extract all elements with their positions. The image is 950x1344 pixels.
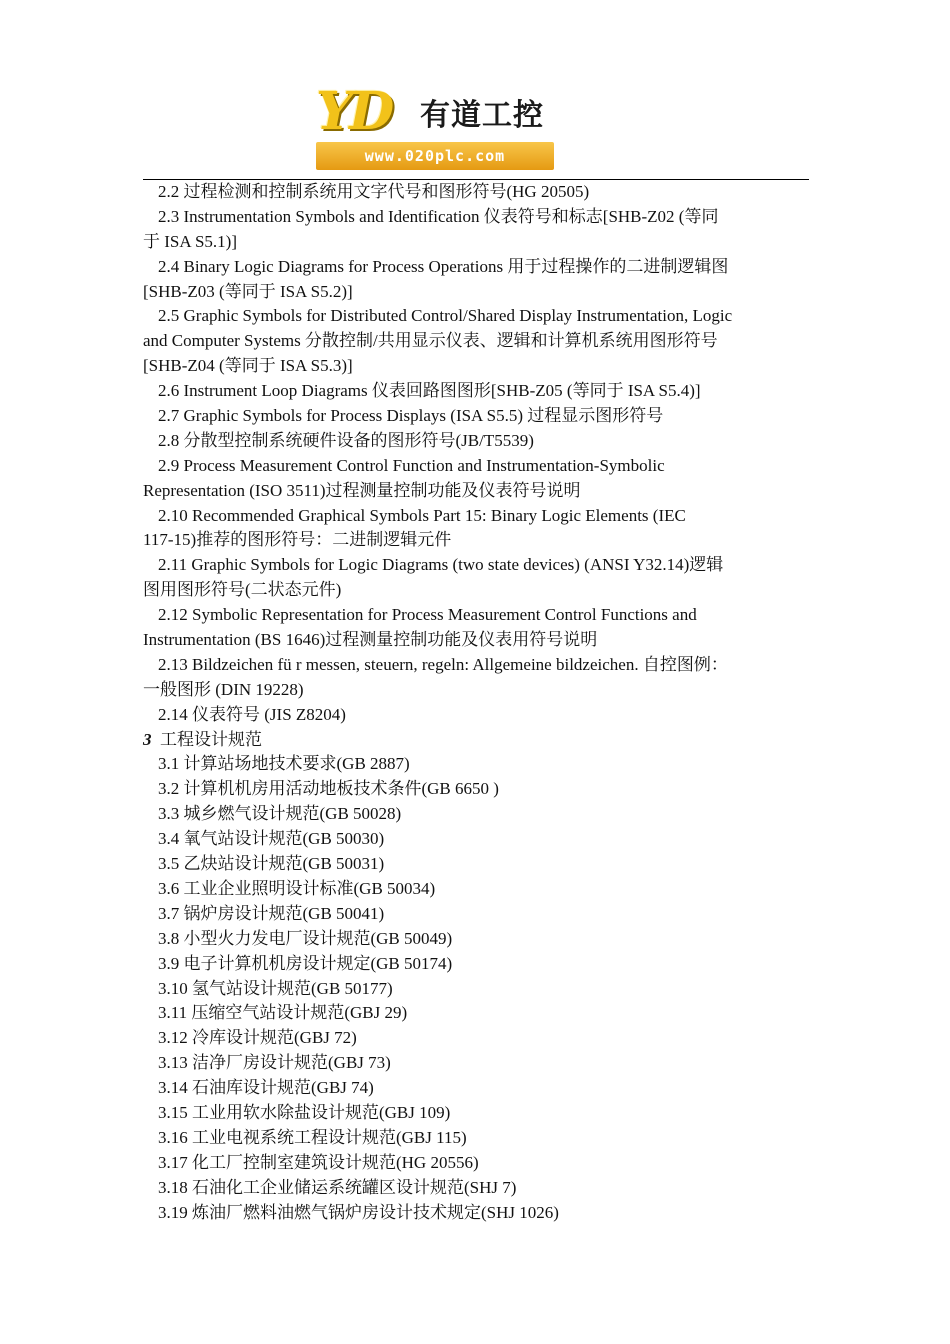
- list-item: 2.13 Bildzeichen fü r messen, steuern, regeln: Allgemeine bildzeichen. 自控图例：: [158, 654, 728, 674]
- list-item: 3.11 压缩空气站设计规范(GBJ 29): [158, 1003, 408, 1023]
- section-number: 3: [143, 729, 152, 749]
- list-item: 2.9 Process Measurement Control Function and Instrumentation-Symbolic: [158, 455, 665, 475]
- list-item-continuation: 117-15)推荐的图形符号：二进制逻辑元件: [143, 530, 452, 550]
- list-item: 3.13 洁净厂房设计规范(GBJ 73): [158, 1053, 391, 1073]
- list-item-continuation: 图用图形符号(二状态元件): [143, 580, 342, 600]
- list-item: 3.2 计算机机房用活动地板技术条件(GB 6650 ): [158, 779, 499, 799]
- list-item: 3.15 工业用软水除盐设计规范(GBJ 109): [158, 1102, 451, 1122]
- list-item: 2.5 Graphic Symbols for Distributed Control/Shared Display Instrumentation, Logic: [158, 306, 733, 326]
- list-item: 3.8 小型火力发电厂设计规范(GB 50049): [158, 928, 453, 948]
- list-item: 2.6 Instrument Loop Diagrams 仪表回路图图形[SHB-Z05 (等同于 ISA S5.4)]: [158, 381, 701, 401]
- list-item-continuation: [SHB-Z03 (等同于 ISA S5.2)]: [143, 281, 353, 301]
- logo-name: 有道工控: [420, 98, 544, 133]
- list-item: 2.11 Graphic Symbols for Logic Diagrams (two state devices) (ANSI Y32.14)逻辑: [158, 555, 724, 575]
- list-item-continuation: 于 ISA S5.1)]: [143, 231, 237, 251]
- section-heading: [143, 728, 809, 753]
- list-item: 2.14 仪表符号 (JIS Z8204): [158, 704, 346, 724]
- list-item: 3.18 石油化工企业储运系统罐区设计规范(SHJ 7): [158, 1177, 517, 1197]
- list-item: 2.8 分散型控制系统硬件设备的图形符号(JB/T5539): [158, 430, 534, 450]
- list-item: 2.7 Graphic Symbols for Process Displays (ISA S5.5) 过程显示图形符号: [158, 406, 664, 426]
- list-item-continuation: Instrumentation (BS 1646)过程测量控制功能及仪表用符号说明: [143, 630, 598, 650]
- list-item: 3.3 城乡燃气设计规范(GB 50028): [158, 804, 402, 824]
- section-title: 工程设计规范: [160, 729, 262, 749]
- list-item: 3.7 锅炉房设计规范(GB 50041): [158, 903, 385, 923]
- list-item: 2.12 Symbolic Representation for Process Measurement Control Functions and: [158, 605, 697, 625]
- list-item: 3.17 化工厂控制室建筑设计规范(HG 20556): [158, 1152, 479, 1172]
- list-item: 3.9 电子计算机机房设计规定(GB 50174): [158, 953, 453, 973]
- list-item: 2.2 过程检测和控制系统用文字代号和图形符号(HG 20505): [158, 182, 590, 201]
- list-item: 3.1 计算站场地技术要求(GB 2887): [158, 754, 410, 774]
- list-item: 3.14 石油库设计规范(GBJ 74): [158, 1078, 374, 1098]
- document-body: [143, 180, 809, 1225]
- list-item-continuation: and Computer Systems 分散控制/共用显示仪表、逻辑和计算机系统用图形符号: [143, 331, 718, 351]
- logo-mark: YD: [316, 81, 391, 142]
- list-item: 3.5 乙炔站设计规范(GB 50031): [158, 854, 385, 874]
- logo: [316, 82, 556, 172]
- list-item-continuation: 一般图形 (DIN 19228): [143, 679, 304, 699]
- list-item: 3.6 工业企业照明设计标准(GB 50034): [158, 878, 436, 898]
- list-item: 3.12 冷库设计规范(GBJ 72): [158, 1028, 357, 1048]
- list-item: 3.16 工业电视系统工程设计规范(GBJ 115): [158, 1127, 467, 1147]
- list-item: 2.3 Instrumentation Symbols and Identification 仪表符号和标志[SHB-Z02 (等同: [158, 206, 719, 226]
- list-item-continuation: [SHB-Z04 (等同于 ISA S5.3)]: [143, 356, 353, 376]
- list-item-continuation: Representation (ISO 3511)过程测量控制功能及仪表符号说明: [143, 480, 581, 500]
- list-item: 2.10 Recommended Graphical Symbols Part 15: Binary Logic Elements (IEC: [158, 505, 686, 525]
- list-item: 3.4 氧气站设计规范(GB 50030): [158, 829, 385, 849]
- logo-url: www.020plc.com: [316, 142, 554, 170]
- list-item: 3.19 炼油厂燃料油燃气锅炉房设计技术规定(SHJ 1026): [158, 1202, 559, 1222]
- list-item: 2.4 Binary Logic Diagrams for Process Operations 用于过程操作的二进制逻辑图: [158, 256, 729, 276]
- list-item: 3.10 氢气站设计规范(GB 50177): [158, 978, 393, 998]
